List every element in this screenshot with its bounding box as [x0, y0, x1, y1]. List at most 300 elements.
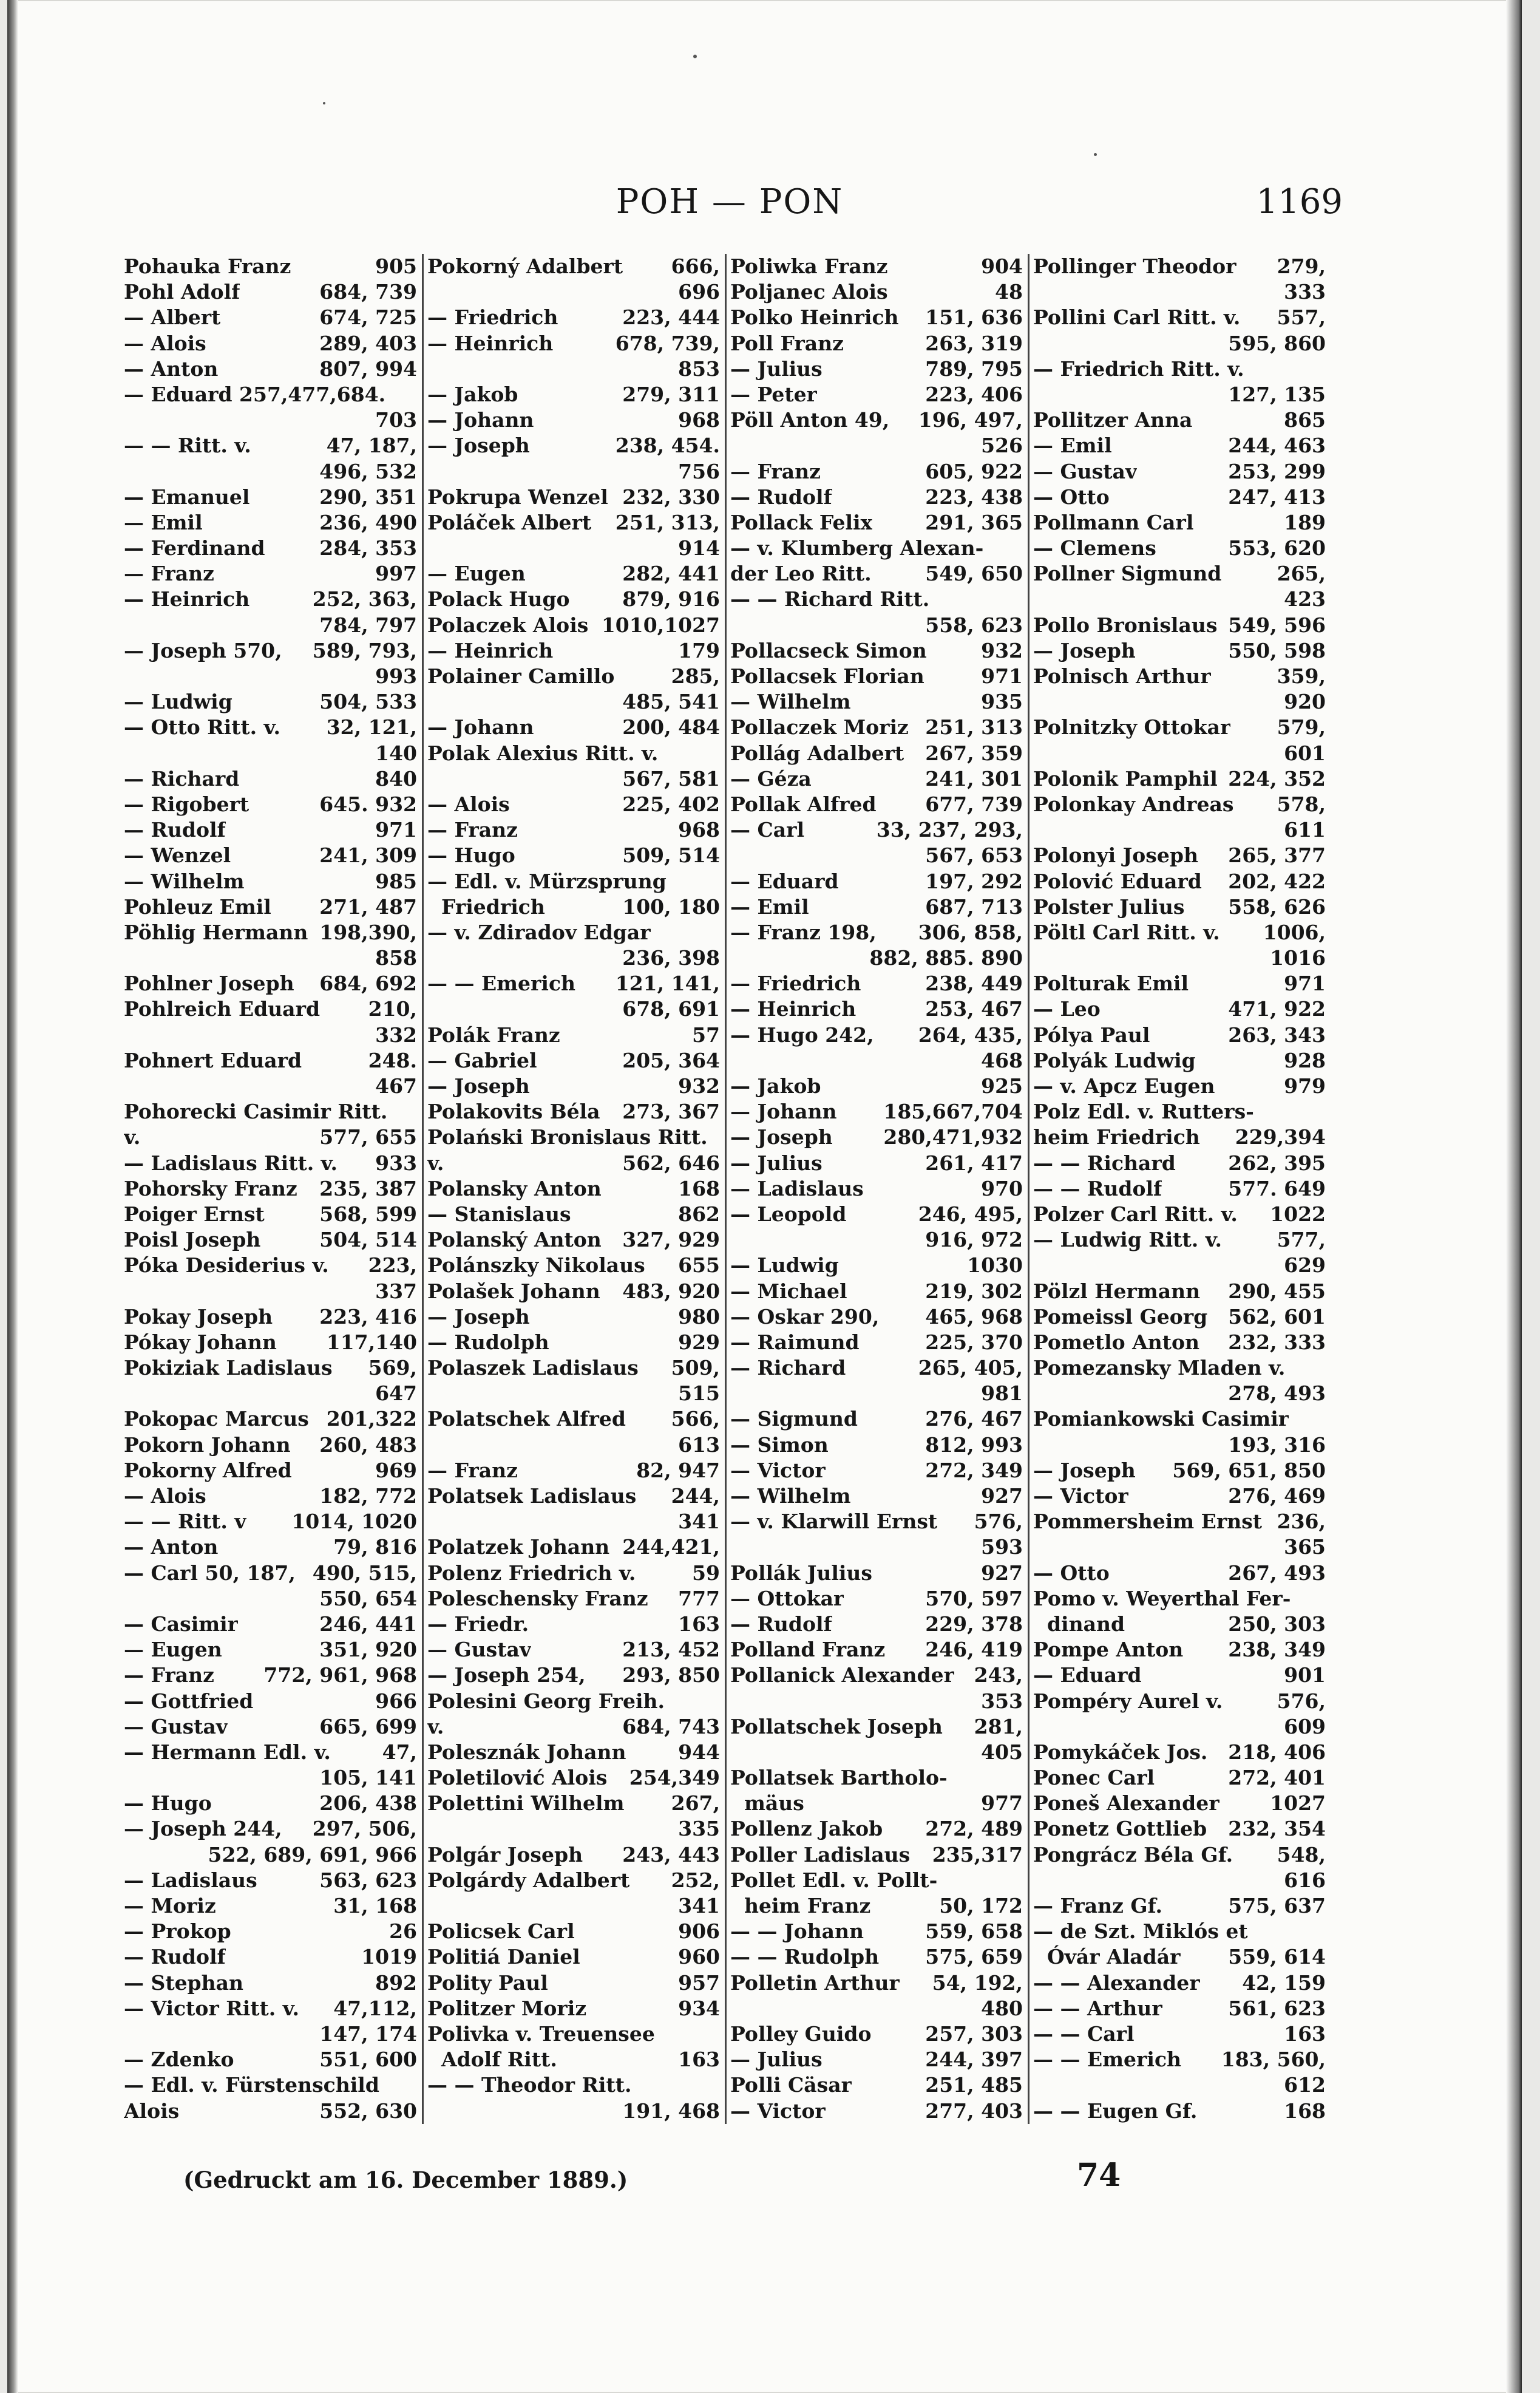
index-entry-line — [124, 1970, 417, 1996]
index-entry-line — [124, 1125, 417, 1150]
entry-page-refs — [1018, 587, 1023, 612]
entry-page-refs — [412, 1099, 417, 1125]
index-entry-line — [427, 1381, 720, 1406]
entry-name: — Ladislaus Ritt. v. — [124, 1151, 338, 1175]
entry-name: Pokopac Marcus — [124, 1407, 309, 1431]
index-entry-line — [1033, 664, 1326, 689]
entry-name: Polz Edl. v. Rutters- — [1033, 1100, 1254, 1124]
index-entry-line — [124, 792, 417, 817]
index-entry-line — [427, 1023, 720, 1048]
entry-page-refs: 353 — [981, 1689, 1023, 1713]
entry-page-refs: 558, 626 — [1228, 894, 1326, 919]
index-entry-line — [427, 1227, 720, 1253]
entry-name: — Otto — [1033, 485, 1110, 509]
index-entry-line — [730, 843, 1023, 868]
index-entry-line — [124, 1458, 417, 1483]
entry-name: Polesznák Johann — [427, 1740, 626, 1764]
entry-name: — Franz — [124, 562, 214, 586]
index-entry-line — [730, 945, 1023, 971]
entry-name: Pokorny Alfred — [124, 1458, 292, 1482]
entry-page-refs: 927 — [981, 1561, 1023, 1585]
entry-name: — Leopold — [730, 1202, 847, 1226]
entry-page-refs: 59 — [692, 1561, 720, 1585]
entry-name: Pomiankowski Casimir — [1033, 1407, 1289, 1431]
entry-name: Pollmann Carl — [1033, 510, 1194, 534]
entry-page-refs — [715, 1125, 720, 1150]
index-entry-line — [1033, 945, 1326, 971]
entry-name: Pomezansky Mladen v. — [1033, 1356, 1286, 1380]
index-entry-line — [730, 1689, 1023, 1714]
entry-name: — Alois — [124, 331, 206, 355]
index-entry-line — [730, 382, 1023, 407]
index-entry-line — [427, 382, 720, 407]
entry-page-refs: 678, 691 — [622, 997, 720, 1021]
index-entry-line — [124, 1816, 417, 1842]
index-entry-line — [730, 1561, 1023, 1586]
index-entry-line — [730, 1765, 1023, 1791]
entry-name: — Rigobert — [124, 792, 249, 816]
index-entry-line — [124, 1304, 417, 1330]
entry-name: — Friedr. — [427, 1612, 529, 1636]
index-entry-line — [124, 1663, 417, 1688]
entry-page-refs: 262, 395 — [1228, 1151, 1326, 1175]
print-date-note: (Gedruckt am 16. December 1889.) — [183, 2167, 628, 2193]
entry-page-refs: 504, 514 — [319, 1228, 417, 1252]
index-entry-line — [730, 1458, 1023, 1483]
entry-page-refs: 26 — [389, 1919, 417, 1944]
entry-page-refs: 235, 387 — [319, 1176, 417, 1200]
entry-page-refs: 932 — [678, 1074, 720, 1098]
index-entry-line — [1033, 741, 1326, 766]
entry-name: — Stephan — [124, 1970, 244, 1995]
entry-page-refs: 341 — [678, 1510, 720, 1534]
entry-page-refs: 251, 485 — [925, 2073, 1023, 2097]
entry-name: — — Arthur — [1033, 1996, 1162, 2020]
entry-name: — Joseph — [427, 1304, 530, 1329]
entry-name: Polaczek Alois — [427, 613, 589, 637]
index-entry-line — [124, 1227, 417, 1253]
entry-name: Pöhlig Hermann — [124, 920, 308, 944]
index-entry-line — [427, 1586, 720, 1612]
entry-page-refs: 196, 497, — [918, 408, 1023, 432]
entry-page-refs: 684, 743 — [622, 1714, 720, 1738]
entry-name: — Emil — [1033, 434, 1112, 458]
entry-name: Polonik Pamphil — [1033, 766, 1218, 791]
index-entry-line — [730, 1868, 1023, 1893]
entry-name: — Albert — [124, 305, 221, 330]
entry-name: — Friedrich — [730, 972, 861, 996]
index-entry-line — [427, 536, 720, 561]
entry-page-refs: 263, 343 — [1228, 1023, 1326, 1047]
entry-page-refs: 957 — [678, 1970, 720, 1995]
entry-page-refs: 756 — [678, 459, 720, 483]
entry-name: Pohorecki Casimir Ritt. — [124, 1100, 388, 1124]
entry-name: — Heinrich — [730, 997, 856, 1021]
entry-page-refs: 31, 168 — [333, 1894, 417, 1918]
entry-page-refs: 271, 487 — [319, 894, 417, 919]
index-entry-line — [427, 1048, 720, 1074]
entry-page-refs: 496, 532 — [319, 459, 417, 483]
entry-name: — Prokop — [124, 1919, 231, 1944]
index-entry-line — [1033, 356, 1326, 382]
index-entry-line — [1033, 2099, 1326, 2124]
index-entry-line — [730, 254, 1023, 279]
index-entry-line — [427, 1842, 720, 1868]
entry-name: Polland Franz — [730, 1638, 886, 1662]
entry-page-refs: 968 — [678, 818, 720, 842]
index-entry-line — [427, 485, 720, 510]
entry-page-refs: 970 — [981, 1176, 1023, 1200]
entry-name: Polnitzky Ottokar — [1033, 715, 1231, 740]
index-entry-line — [124, 1483, 417, 1509]
entry-page-refs: 1030 — [967, 1253, 1023, 1278]
entry-page-refs: 351, 920 — [319, 1638, 417, 1662]
entry-page-refs: 191, 468 — [622, 2099, 720, 2123]
index-entry-line — [427, 1253, 720, 1278]
index-entry-line — [1033, 433, 1326, 458]
index-entry-line — [124, 1714, 417, 1740]
entry-name: Polatsek Ladislaus — [427, 1484, 637, 1508]
entry-name: Polettini Wilhelm — [427, 1791, 625, 1816]
entry-page-refs: 558, 623 — [925, 613, 1023, 637]
entry-page-refs: 218, 406 — [1228, 1740, 1326, 1764]
entry-name: Pometlo Anton — [1033, 1330, 1199, 1354]
entry-page-refs — [1321, 1355, 1326, 1381]
entry-name: Polansky Anton — [427, 1176, 602, 1200]
entry-page-refs: 1027 — [1270, 1791, 1326, 1816]
index-entry-line — [124, 1842, 417, 1868]
entry-page-refs: 332 — [375, 1023, 417, 1047]
index-entry-line — [1033, 996, 1326, 1022]
index-entry-line — [730, 1074, 1023, 1099]
entry-name: — Gustav — [124, 1714, 228, 1738]
index-entry-line — [1033, 1355, 1326, 1381]
index-entry-line — [1033, 1996, 1326, 2021]
index-entry-line — [1033, 331, 1326, 356]
index-entry-line — [124, 536, 417, 561]
entry-page-refs: 812, 993 — [925, 1432, 1023, 1457]
entry-name: Polatschek Alfred — [427, 1407, 626, 1431]
entry-name: Pollág Adalbert — [730, 741, 904, 765]
entry-name: — de Szt. Miklós et — [1033, 1919, 1248, 1944]
index-entry-line — [730, 1304, 1023, 1330]
index-entry-line — [1033, 894, 1326, 920]
entry-page-refs: 687, 713 — [925, 894, 1023, 919]
entry-page-refs: 901 — [1284, 1663, 1326, 1687]
entry-page-refs: 182, 772 — [319, 1484, 417, 1508]
entry-name: — Otto — [1033, 1561, 1110, 1585]
entry-page-refs: 569, — [368, 1356, 417, 1380]
index-entry-line — [427, 1458, 720, 1483]
entry-page-refs: 858 — [375, 946, 417, 970]
entry-page-refs: 284, 353 — [319, 536, 417, 560]
entry-page-refs: 960 — [678, 1945, 720, 1969]
entry-name: Pollaczek Moriz — [730, 715, 909, 740]
entry-name: Polesini Georg Freih. — [427, 1689, 665, 1713]
entry-name: — Eduard — [1033, 1663, 1142, 1687]
index-entry-line — [730, 1099, 1023, 1125]
index-entry-line — [427, 1534, 720, 1560]
index-entry-line — [730, 1048, 1023, 1074]
index-entry-line — [1033, 1816, 1326, 1842]
entry-name: Pokrupa Wenzel — [427, 485, 608, 509]
entry-name: — Franz — [124, 1663, 214, 1687]
index-entry-line — [427, 2099, 720, 2124]
index-entry-line — [427, 1791, 720, 1816]
entry-page-refs: 562, 601 — [1228, 1304, 1326, 1329]
index-entry-line — [427, 331, 720, 356]
index-entry-line — [730, 1355, 1023, 1381]
index-entry-line — [124, 1765, 417, 1791]
entry-name: Polašek Johann — [427, 1279, 600, 1303]
entry-name: Pompéry Aurel v. — [1033, 1689, 1223, 1713]
entry-page-refs — [1321, 1586, 1326, 1612]
entry-name: Poláček Albert — [427, 510, 592, 534]
entry-page-refs: 273, 367 — [622, 1100, 720, 1124]
entry-name: Poletilović Alois — [427, 1766, 608, 1790]
entry-name: Politiá Daniel — [427, 1945, 580, 1969]
index-entry-line — [1033, 1151, 1326, 1176]
index-entry-line — [427, 1868, 720, 1893]
entry-page-refs: 568, 599 — [319, 1202, 417, 1226]
entry-name: Pompe Anton — [1033, 1638, 1184, 1662]
index-entry-line — [427, 433, 720, 458]
index-entry-line — [427, 561, 720, 587]
entry-name: Pollacsek Florian — [730, 664, 924, 688]
entry-page-refs: 263, 319 — [925, 331, 1023, 355]
index-entry-line — [427, 356, 720, 382]
index-entry-line — [730, 356, 1023, 382]
index-entry-line — [730, 1202, 1023, 1227]
entry-name: Polański Bronislaus Ritt. — [427, 1125, 708, 1149]
entry-name: — Alois — [427, 792, 510, 816]
index-entry-line — [1033, 1432, 1326, 1458]
index-entry-line — [1033, 1663, 1326, 1688]
entry-name: — Richard — [124, 766, 240, 791]
entry-page-refs: 1022 — [1270, 1202, 1326, 1226]
entry-name: — Simon — [730, 1432, 829, 1457]
entry-page-refs: 504, 533 — [319, 690, 417, 714]
entry-name: — Heinrich — [124, 587, 250, 611]
entry-page-refs: 471, 922 — [1228, 997, 1326, 1021]
index-entry-line — [730, 1791, 1023, 1816]
entry-page-refs: 341 — [678, 1894, 720, 1918]
index-entry-line — [1033, 1714, 1326, 1740]
entry-page-refs: 223, — [368, 1253, 417, 1278]
index-entry-line — [427, 2021, 720, 2047]
entry-page-refs: 236, 490 — [319, 510, 417, 534]
entry-name: Polák Franz — [427, 1023, 560, 1047]
entry-page-refs: 261, 417 — [925, 1151, 1023, 1175]
index-entry-line — [1033, 843, 1326, 868]
entry-name: — Rudolf — [124, 1945, 226, 1969]
entry-name: Pollet Edl. v. Pollt- — [730, 1868, 938, 1892]
index-entry-line — [124, 1791, 417, 1816]
index-entry-line — [1033, 561, 1326, 587]
entry-page-refs: 914 — [678, 536, 720, 560]
index-entry-line — [427, 1689, 720, 1714]
index-entry-line — [1033, 1304, 1326, 1330]
index-entry-line — [1033, 459, 1326, 485]
entry-page-refs: 244,421, — [622, 1535, 720, 1559]
index-entry-line — [1033, 254, 1326, 279]
index-entry-line — [427, 689, 720, 715]
index-entry-line — [730, 1330, 1023, 1355]
entry-page-refs: 576, — [974, 1510, 1023, 1534]
entry-page-refs: 932 — [981, 638, 1023, 662]
entry-page-refs: 82, 947 — [636, 1458, 720, 1482]
entry-page-refs: 243, — [974, 1663, 1023, 1687]
entry-page-refs: 696 — [678, 280, 720, 304]
index-entry-line — [124, 613, 417, 638]
entry-page-refs: 267, 359 — [925, 741, 1023, 765]
index-entry-line — [1033, 613, 1326, 638]
entry-name: — Victor Ritt. v. — [124, 1996, 300, 2020]
entry-name: Pomykáček Jos. — [1033, 1740, 1208, 1764]
index-entry-line — [730, 1534, 1023, 1560]
entry-name: — Franz 198, — [730, 920, 877, 944]
index-entry-line — [730, 279, 1023, 305]
entry-page-refs: 925 — [981, 1074, 1023, 1098]
entry-name: Poisl Joseph — [124, 1228, 261, 1252]
index-entry-line — [1033, 1202, 1326, 1227]
entry-page-refs: 79, 816 — [333, 1535, 417, 1559]
index-entry-line — [730, 485, 1023, 510]
entry-name: — v. Klarwill Ernst — [730, 1510, 938, 1534]
entry-name: — Casimir — [124, 1612, 239, 1636]
entry-page-refs: 985 — [375, 869, 417, 893]
entry-name: — Edl. v. Mürzsprung — [427, 869, 667, 893]
index-entry-line — [124, 920, 417, 945]
entry-page-refs: 703 — [375, 408, 417, 432]
index-entry-line — [1033, 1944, 1326, 1970]
entry-page-refs: 337 — [375, 1279, 417, 1303]
entry-page-refs: 561, 623 — [1228, 1996, 1326, 2020]
index-entry-line — [1033, 792, 1326, 817]
index-entry-line — [124, 766, 417, 792]
index-entry-line — [124, 1253, 417, 1278]
index-entry-line — [124, 843, 417, 868]
entry-name: Pollacseck Simon — [730, 638, 927, 662]
index-entry-line — [427, 843, 720, 868]
entry-name: Polivka v. Treuensee — [427, 2021, 655, 2046]
index-entry-line — [124, 1612, 417, 1637]
entry-page-refs: 282, 441 — [622, 562, 720, 586]
index-entry-line — [730, 638, 1023, 664]
entry-page-refs: 32, 121, — [326, 715, 417, 740]
index-entry-line — [730, 587, 1023, 612]
entry-page-refs: 229, 378 — [925, 1612, 1023, 1636]
entry-name: Pollak Alfred — [730, 792, 877, 816]
index-entry-line — [1033, 1765, 1326, 1791]
entry-page-refs: 593 — [981, 1535, 1023, 1559]
index-entry-line — [1033, 1023, 1326, 1048]
index-entry-line — [1033, 1125, 1326, 1150]
entry-page-refs: 238, 349 — [1228, 1638, 1326, 1662]
entry-page-refs: 480 — [981, 1996, 1023, 2020]
index-entry-line — [730, 715, 1023, 740]
entry-page-refs: 904 — [981, 254, 1023, 278]
entry-page-refs: 928 — [1284, 1048, 1326, 1072]
index-entry-line — [427, 894, 720, 920]
index-entry-line — [124, 2047, 417, 2072]
index-entry-line — [124, 2072, 417, 2098]
entry-name: Polli Cäsar — [730, 2073, 852, 2097]
index-entry-line — [124, 459, 417, 485]
entry-name: Pollanick Alexander — [730, 1663, 955, 1687]
index-entry-line — [427, 817, 720, 843]
entry-name: Poliwka Franz — [730, 254, 888, 278]
entry-page-refs: 168 — [1284, 2099, 1326, 2123]
index-entry-line — [124, 1740, 417, 1765]
entry-page-refs: 54, 192, — [932, 1970, 1023, 1995]
entry-page-refs: 929 — [678, 1330, 720, 1354]
entry-name: Poleschensky Franz — [427, 1586, 648, 1610]
register-page — [7, 0, 1522, 2393]
entry-page-refs — [412, 382, 417, 407]
entry-name: — Otto Ritt. v. — [124, 715, 280, 740]
entry-page-refs: 655 — [678, 1253, 720, 1278]
entry-page-refs: 205, 364 — [622, 1048, 720, 1072]
entry-name: — Franz — [427, 1458, 518, 1482]
entry-name: Pollini Carl Ritt. v. — [1033, 305, 1241, 330]
entry-name: — Ladislaus — [124, 1868, 257, 1892]
index-entry-line — [730, 1253, 1023, 1278]
entry-page-refs: 562, 646 — [622, 1151, 720, 1175]
entry-page-refs: 291, 365 — [925, 510, 1023, 534]
index-entry-line — [124, 1406, 417, 1432]
index-entry-line — [1033, 1919, 1326, 1944]
entry-name: Polgár Joseph — [427, 1842, 583, 1867]
entry-page-refs — [715, 1689, 720, 1714]
entry-page-refs: 993 — [375, 664, 417, 688]
entry-name: — Julius — [730, 356, 823, 381]
entry-page-refs: 333 — [1284, 280, 1326, 304]
index-entry-line — [1033, 1381, 1326, 1406]
index-entry-line — [730, 459, 1023, 485]
entry-name: Poll Franz — [730, 331, 844, 355]
entry-name: Polzer Carl Ritt. v. — [1033, 1202, 1238, 1226]
entry-page-refs: 916, 972 — [925, 1228, 1023, 1252]
entry-page-refs: 666, — [671, 254, 720, 278]
entry-page-refs: 647 — [375, 1381, 417, 1406]
entry-page-refs: 971 — [981, 664, 1023, 688]
index-entry-line — [427, 741, 720, 766]
entry-name: — Heinrich — [427, 638, 554, 662]
index-entry-line — [427, 792, 720, 817]
index-entry-line — [730, 1816, 1023, 1842]
index-entry-line — [1033, 1099, 1326, 1125]
entry-name: Pölzl Hermann — [1033, 1279, 1201, 1303]
entry-name: — Hugo — [124, 1791, 212, 1816]
entry-name: — Friedrich Ritt. v. — [1033, 356, 1244, 381]
entry-page-refs: 223, 438 — [925, 485, 1023, 509]
index-entry-line — [1033, 1868, 1326, 1893]
entry-page-refs — [412, 2072, 417, 2098]
index-entry-line — [1033, 407, 1326, 433]
entry-name: Polánszky Nikolaus — [427, 1253, 645, 1278]
index-entry-line — [124, 356, 417, 382]
index-entry-line — [427, 613, 720, 638]
index-entry-line — [124, 1944, 417, 1970]
index-entry-line — [730, 920, 1023, 945]
index-entry-line — [427, 1125, 720, 1150]
index-entry-line — [427, 407, 720, 433]
index-entry-line — [427, 1996, 720, 2021]
index-entry-line — [1033, 1637, 1326, 1663]
index-entry-line — [730, 664, 1023, 689]
entry-name: — Clemens — [1033, 536, 1156, 560]
